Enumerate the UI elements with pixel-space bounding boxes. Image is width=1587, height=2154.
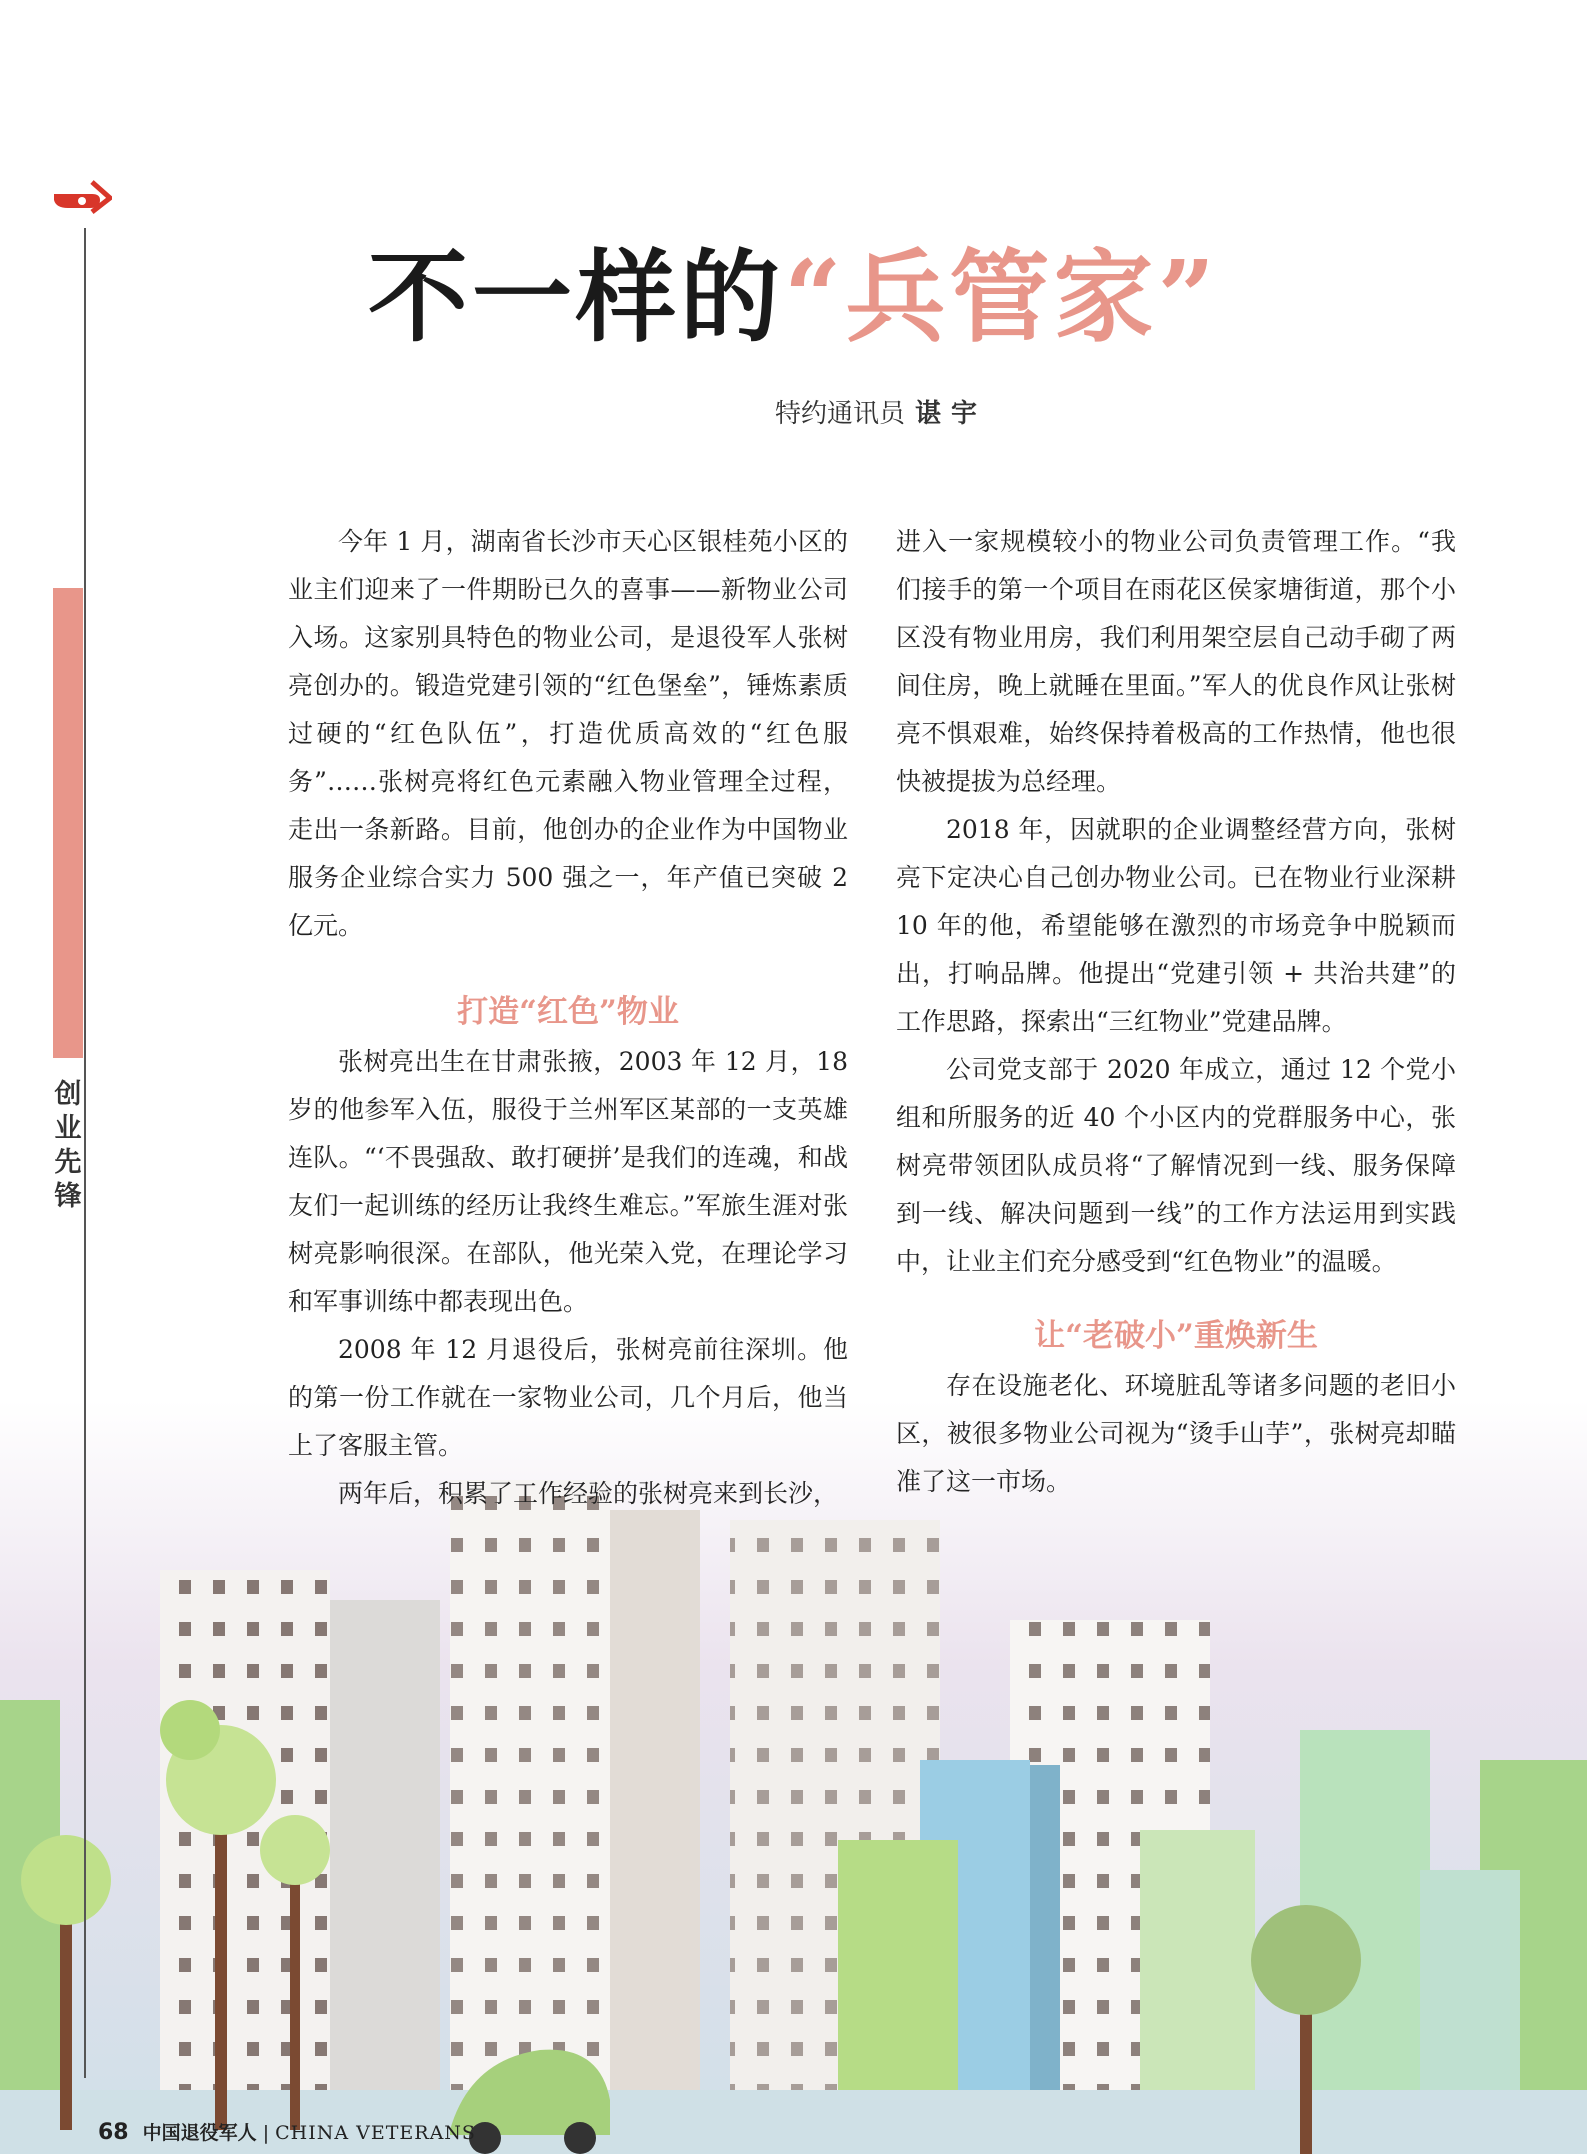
paragraph: 两年后，积累了工作经验的张树亮来到长沙，: [338, 1479, 839, 1508]
page-number: 68: [98, 2120, 129, 2145]
page-footer: [98, 2118, 476, 2145]
paragraph: 公司党支部于 2020 年成立，通过 12 个党小组和所服务的近 40 个小区内的党群服务中心，张树亮带领团队成员将“了解情况到一线、服务保障到一线、解决问题到一线”的工作方法运用到实践中，让业主们充分感受到“红色物业”的温暖。: [896, 1055, 1456, 1276]
paragraph: 今年 1 月，湖南省长沙市天心区银桂苑小区的业主们迎来了一件期盼已久的喜事——新物业公司入场。这家别具特色的物业公司，是退役军人张树亮创办的。锻造党建引领的“红色堡垒”，锤炼素质过硬的“红色队伍”，打造优质高效的“红色服务”……张树亮将红色元素融入物业管理全过程，走出一条新路。目前，他创办的企业作为中国物业服务企业综合实力 500 强之一，年产值已突破 2 亿元。: [288, 527, 848, 940]
paragraph: 2008 年 12 月退役后，张树亮前往深圳。他的第一份工作就在一家物业公司，几个月后，他当上了客服主管。: [288, 1335, 848, 1460]
section-heading: 让“老破小”重焕新生: [1034, 1318, 1318, 1354]
right-column: [896, 518, 1456, 1506]
section-color-bar: [53, 588, 83, 1058]
paragraph: 2018 年，因就职的企业调整经营方向，张树亮下定决心自己创办物业公司。已在物业行业深耕 10 年的他，希望能够在激烈的市场竞争中脱颖而出，打响品牌。他提出“党建引领 + 共治共建”的工作思路，探索出“三红物业”党建品牌。: [896, 815, 1456, 1036]
paragraph: 进入一家规模较小的物业公司负责管理工作。“我们接手的第一个项目在雨花区侯家塘街道，那个小区没有物业用房，我们利用架空层自己动手砌了两间住房，晚上就睡在里面。”军人的优良作风让张树亮不惧艰难，始终保持着极高的工作热情，他也很快被提拔为总经理。: [896, 527, 1456, 796]
publication-name: 中国退役军人: [142, 2122, 257, 2144]
left-column: [288, 518, 848, 1518]
magazine-logo-icon: [52, 178, 112, 218]
byline-role: 特约通讯员: [774, 399, 905, 429]
paragraph: 存在设施老化、环境脏乱等诸多问题的老旧小区，被很多物业公司视为“烫手山芋”，张树亮却瞄准了这一市场。: [896, 1371, 1456, 1496]
section-label: 创业先锋: [54, 1079, 82, 1212]
title-part2: “兵管家”: [783, 238, 1220, 356]
article-title: [0, 232, 1587, 362]
section-heading: 打造“红色”物业: [457, 994, 679, 1030]
footer-separator: |: [262, 2122, 270, 2144]
paragraph: 张树亮出生在甘肃张掖，2003 年 12 月，18 岁的他参军入伍，服役于兰州军区某部的一支英雄连队。“‘不畏强敌、敢打硬拼’是我们的连魂，和战友们一起训练的经历让我终生难忘。”军旅生涯对张树亮影响很深。在部队，他光荣入党，在理论学习和军事训练中都表现出色。: [288, 1047, 848, 1316]
byline-name: 谌宇: [915, 399, 988, 429]
publication-english-name: CHINA VETERANS: [275, 2122, 476, 2144]
byline: [0, 393, 1587, 430]
title-part1: 不一样的: [367, 238, 784, 356]
